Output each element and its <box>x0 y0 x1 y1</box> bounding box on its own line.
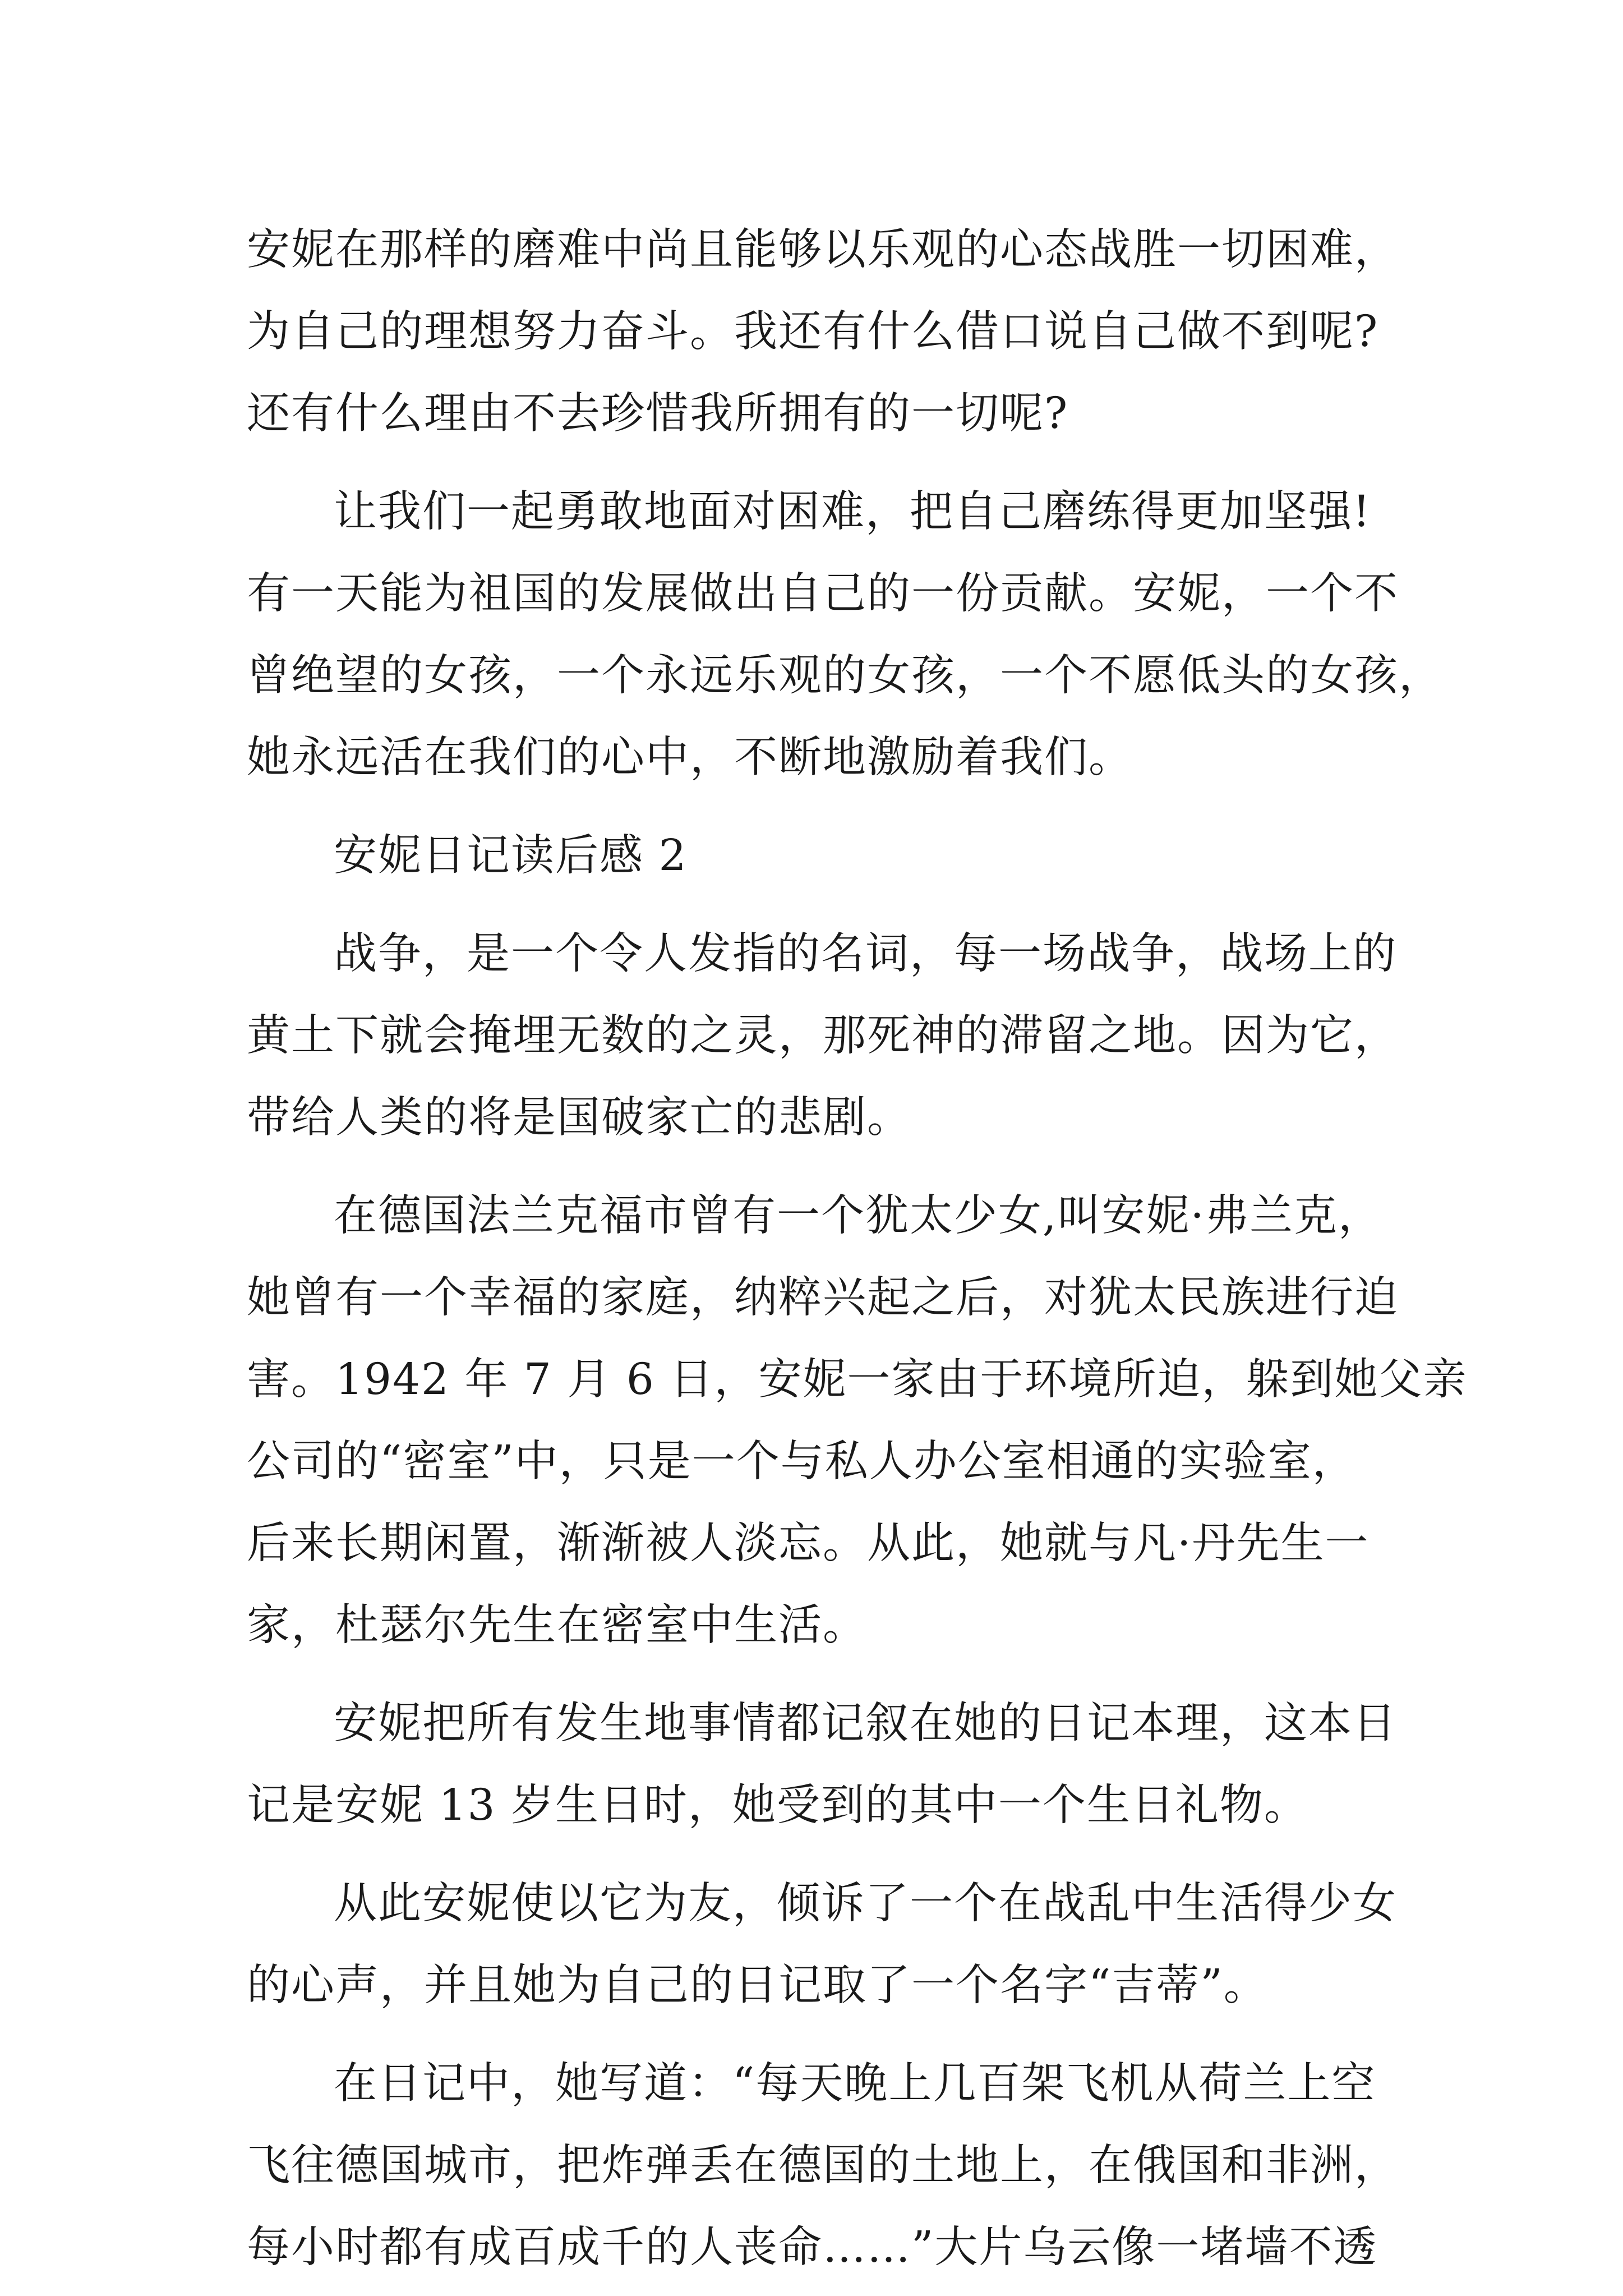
paragraph-4 <box>247 1175 1468 1667</box>
paragraph-line: 曾绝望的女孩，一个永远乐观的女孩，一个不愿低头的女孩， <box>247 651 1443 701</box>
paragraph-line: 战争，是一个令人发指的名词，每一场战争，战场上的 <box>334 929 1397 979</box>
paragraph-line: 从此安妮使以它为友，倾诉了一个在战乱中生活得少女 <box>334 1879 1397 1929</box>
section-heading-text: 安妮日记读后感 2 <box>334 831 688 881</box>
paragraph-6 <box>247 1863 1396 2027</box>
paragraph-line: 还有什么理由不去珍惜我所拥有的一切呢? <box>247 389 1069 439</box>
paragraph-line: 家，杜瑟尔先生在密室中生活。 <box>247 1600 867 1650</box>
paragraph-line: 有一天能为祖国的发展做出自己的一份贡献。安妮，一个不 <box>247 569 1399 619</box>
paragraph-line: 黄土下就会掩埋无数的之灵，那死神的滞留之地。因为它， <box>247 1011 1399 1061</box>
section-heading <box>247 815 1396 897</box>
paragraph-line: 在日记中，她写道：“每天晚上几百架飞机从荷兰上空 <box>334 2059 1376 2109</box>
paragraph-line: 公司的“密室”中，只是一个与私人办公室相通的实验室， <box>247 1437 1357 1487</box>
paragraph-line: 在德国法兰克福市曾有一个犹太少女,叫安妮·弗兰克， <box>334 1191 1382 1241</box>
paragraph-line: 安妮在那样的磨难中尚且能够以乐观的心态战胜一切困难， <box>247 225 1399 275</box>
paragraph-line: 每小时都有成百成千的人丧命……”大片乌云像一堵墙不透 <box>247 2223 1378 2272</box>
paragraph-line: 她永远活在我们的心中，不断地激励着我们。 <box>247 733 1133 783</box>
paragraph-line: 飞往德国城市，把炸弹丢在德国的土地上，在俄国和非洲， <box>247 2141 1399 2191</box>
paragraph-line: 她曾有一个幸福的家庭，纳粹兴起之后，对犹太民族进行迫 <box>247 1273 1399 1323</box>
paragraph-1 <box>247 209 1399 455</box>
paragraph-5 <box>247 1683 1396 1847</box>
paragraph-line: 让我们一起勇敢地面对困难，把自己磨练得更加坚强! <box>334 487 1371 537</box>
document-body <box>247 209 1468 2289</box>
paragraph-7 <box>247 2043 1399 2289</box>
paragraph-3 <box>247 913 1399 1159</box>
paragraph-2 <box>247 471 1443 799</box>
paragraph-line: 为自己的理想努力奋斗。我还有什么借口说自己做不到呢? <box>247 307 1379 357</box>
paragraph-line: 害。1942 年 7 月 6 日，安妮一家由于环境所迫，躲到她父亲 <box>247 1355 1468 1405</box>
paragraph-line: 安妮把所有发生地事情都记叙在她的日记本理，这本日 <box>334 1699 1397 1749</box>
paragraph-line: 的心声，并且她为自己的日记取了一个名字“吉蒂”。 <box>247 1961 1268 2010</box>
paragraph-line: 记是安妮 13 岁生日时，她受到的其中一个生日礼物。 <box>247 1780 1308 1830</box>
paragraph-line: 带给人类的将是国破家亡的悲剧。 <box>247 1093 911 1143</box>
paragraph-line: 后来长期闲置，渐渐被人淡忘。从此，她就与凡·丹先生一 <box>247 1519 1370 1568</box>
